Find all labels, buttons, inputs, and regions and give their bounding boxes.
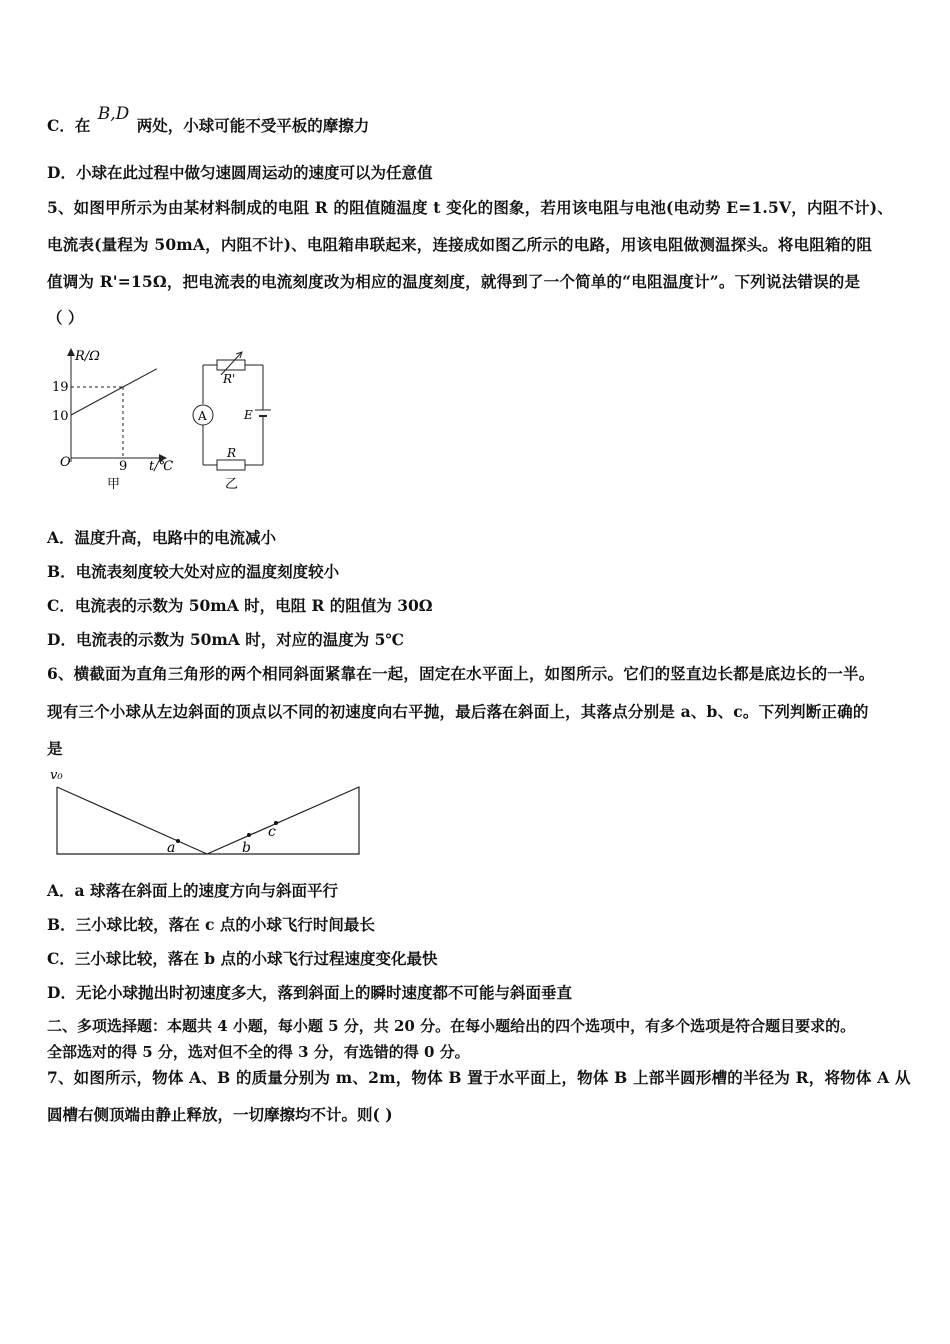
- origin-label: O: [60, 455, 71, 470]
- q6-option-c: C．三小球比较，落在 b 点的小球飞行过程速度变化最快: [47, 949, 438, 968]
- q5-stem-line-1: 5、如图甲所示为由某材料制成的电阻 R 的阻值随温度 t 变化的图象，若用该电阻与电池(电动势 E=1.5V，内阻不计)、: [47, 198, 893, 217]
- q6-stem-line-2: 现有三个小球从左边斜面的顶点以不同的初速度向右平抛，最后落在斜面上，其落点分别是 a、b、c。下列判断正确的: [47, 702, 869, 721]
- label-r-prime: R': [223, 372, 236, 386]
- q4-option-c-math: B,D: [97, 104, 130, 124]
- resistance-box: [217, 360, 245, 370]
- q6-stem-line-1: 6、横截面为直角三角形的两个相同斜面紧靠在一起，固定在水平面上，如图所示。它们的竖直边长都是底边长的一半。: [47, 664, 875, 683]
- label-a: a: [167, 840, 176, 856]
- x-axis-label: t/℃: [149, 459, 174, 474]
- q4-option-c-prefix: C．在: [47, 116, 91, 135]
- right-incline: [207, 787, 359, 854]
- y-tick-10: 10: [52, 409, 69, 424]
- q4-option-d: D．小球在此过程中做匀速圆周运动的速度可以为任意值: [47, 163, 433, 182]
- figure-caption-yi: 乙: [225, 477, 239, 492]
- point-b: [247, 833, 251, 837]
- q7-stem-line-1: 7、如图所示，物体 A、B 的质量分别为 m、2m，物体 B 置于水平面上，物体 B 上部半圆形槽的半径为 R，将物体 A 从: [47, 1068, 911, 1087]
- label-c: c: [268, 824, 276, 840]
- resistor-r: [217, 460, 245, 470]
- label-r: R: [227, 446, 237, 460]
- label-e: E: [244, 408, 253, 422]
- left-incline: [57, 787, 207, 854]
- figure-caption-jia: 甲: [107, 477, 121, 492]
- q6-slopes-figure: [45, 765, 365, 860]
- q4-option-c: [47, 104, 370, 136]
- q5-figure-yi: [185, 345, 280, 495]
- ammeter-label: A: [198, 409, 207, 423]
- q5-stem-line-2: 电流表(量程为 50mA，内阻不计)、电阻箱串联起来，连接成如图乙所示的电路，用该电阻做测温探头。将电阻箱的阻: [47, 235, 873, 254]
- q6-stem-line-3: 是: [47, 739, 63, 758]
- q5-stem-line-3: 值调为 R'=15Ω，把电流表的电流刻度改为相应的温度刻度，就得到了一个简单的“电阻温度计”。下列说法错误的是: [47, 272, 861, 291]
- q7-stem-line-2: 圆槽右侧顶端由静止释放，一切摩擦均不计。则( ): [47, 1105, 393, 1124]
- q5-option-d: D．电流表的示数为 50mA 时，对应的温度为 5℃: [47, 630, 404, 649]
- q5-figure-jia: [45, 340, 190, 495]
- q5-option-b: B．电流表刻度较大处对应的温度刻度较小: [47, 562, 340, 581]
- series-line: [71, 369, 157, 415]
- section-2-heading-line-1: 二、多项选择题：本题共 4 小题，每小题 5 分，共 20 分。在每小题给出的四个选项中，有多个选项是符合题目要求的。: [47, 1017, 856, 1035]
- q5-stem-line-4: （ ）: [47, 308, 84, 327]
- v0-label: v₀: [50, 768, 63, 783]
- point-a: [176, 839, 180, 843]
- q6-option-d: D．无论小球抛出时初速度多大，落到斜面上的瞬时速度都不可能与斜面垂直: [47, 983, 572, 1002]
- label-b: b: [242, 840, 251, 856]
- q6-option-a: A．a 球落在斜面上的速度方向与斜面平行: [47, 881, 338, 900]
- q4-option-c-text: 两处，小球可能不受平板的摩擦力: [136, 116, 370, 135]
- q5-option-c: C．电流表的示数为 50mA 时，电阻 R 的阻值为 30Ω: [47, 596, 433, 615]
- y-axis-label: R/Ω: [75, 349, 100, 364]
- q6-option-b: B．三小球比较，落在 c 点的小球飞行时间最长: [47, 915, 375, 934]
- q5-option-a: A．温度升高，电路中的电流减小: [47, 528, 277, 547]
- x-tick-9: 9: [119, 459, 128, 474]
- section-2-heading-line-2: 全部选对的得 5 分，选对但不全的得 3 分，有选错的得 0 分。: [47, 1043, 470, 1061]
- y-tick-19: 19: [52, 380, 69, 395]
